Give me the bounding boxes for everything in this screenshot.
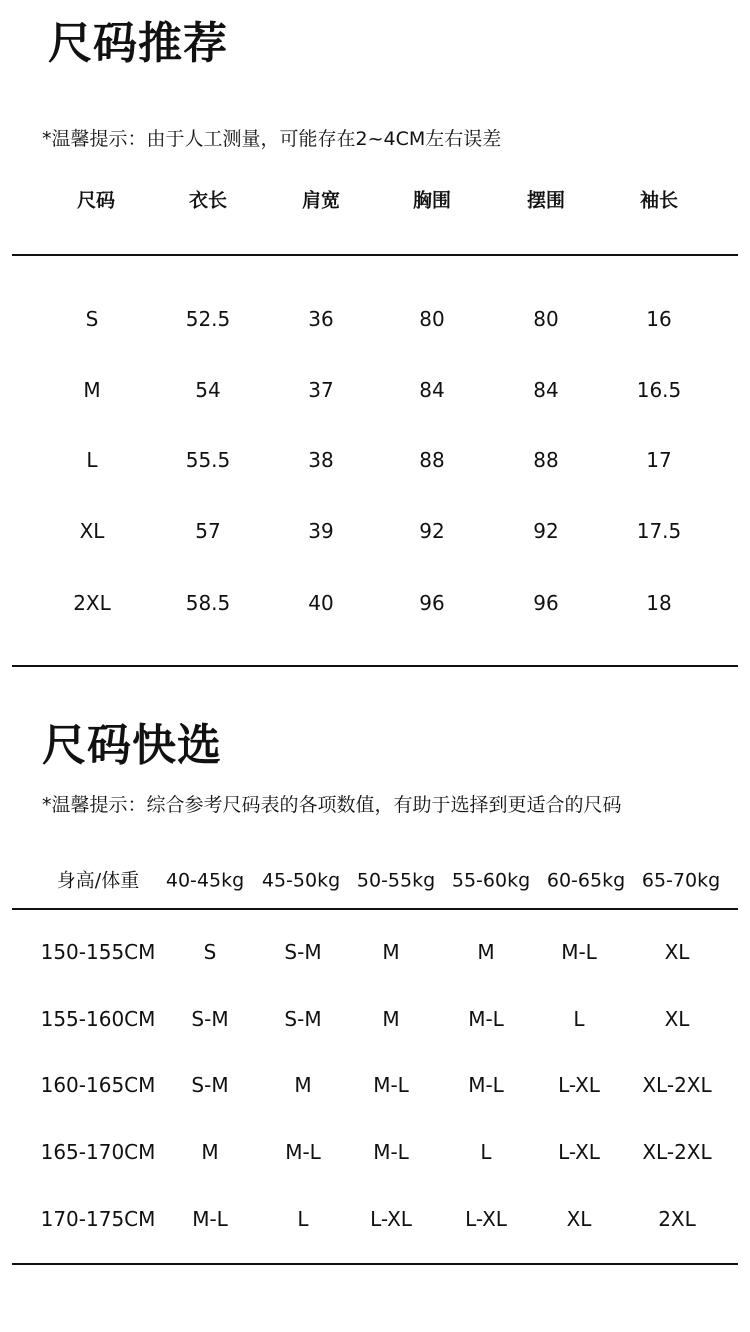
- table-cell: M: [382, 1007, 400, 1031]
- header-shoulder: 肩宽: [301, 189, 341, 212]
- table-cell: 17: [646, 448, 672, 472]
- table-divider: [12, 254, 738, 256]
- table-cell: 52.5: [185, 307, 231, 331]
- table-cell: 92: [419, 519, 445, 543]
- table-cell: 96: [419, 591, 445, 615]
- table-cell: S: [85, 307, 99, 331]
- table-cell: S-M: [284, 1007, 322, 1031]
- table-cell: S-M: [191, 1073, 229, 1097]
- table-cell: 37: [308, 378, 334, 402]
- quick-select-title: 尺码快选: [42, 720, 222, 771]
- table-cell: 155-160CM: [40, 1007, 156, 1031]
- table-cell: 160-165CM: [40, 1073, 156, 1097]
- table-cell: 84: [419, 378, 445, 402]
- table-cell: 80: [533, 307, 559, 331]
- table-cell: L: [573, 1007, 585, 1031]
- table-cell: 165-170CM: [40, 1140, 156, 1164]
- table-cell: M: [382, 940, 400, 964]
- table-cell: 2XL: [73, 591, 111, 615]
- table-bottom-rule: [12, 1263, 738, 1265]
- header-weight-range: 40-45kg: [165, 869, 245, 892]
- table-cell: M-L: [468, 1007, 504, 1031]
- table-cell: L-XL: [465, 1207, 507, 1231]
- size-recommendation-title: 尺码推荐: [48, 18, 228, 69]
- header-size: 尺码: [76, 189, 116, 212]
- table-cell: 88: [419, 448, 445, 472]
- table-cell: M: [294, 1073, 312, 1097]
- table-cell: 54: [195, 378, 221, 402]
- table-cell: M-L: [285, 1140, 321, 1164]
- table-cell: L: [480, 1140, 492, 1164]
- table-cell: 55.5: [185, 448, 231, 472]
- table-cell: 96: [533, 591, 559, 615]
- table-cell: XL: [664, 940, 690, 964]
- header-sleeve: 袖长: [639, 189, 679, 212]
- table-cell: 170-175CM: [40, 1207, 156, 1231]
- table-cell: XL-2XL: [642, 1140, 712, 1164]
- header-weight-range: 60-65kg: [546, 869, 626, 892]
- table-divider: [12, 908, 738, 910]
- header-weight-range: 65-70kg: [641, 869, 721, 892]
- quick-select-note: *温馨提示：综合参考尺码表的各项数值，有助于选择到更适合的尺码: [42, 794, 622, 816]
- table-cell: S: [203, 940, 217, 964]
- table-cell: 16.5: [636, 378, 682, 402]
- table-cell: 39: [308, 519, 334, 543]
- table-cell: L: [86, 448, 98, 472]
- size-recommendation-note: *温馨提示：由于人工测量，可能存在2~4CM左右误差: [42, 128, 502, 150]
- header-weight-range: 55-60kg: [451, 869, 531, 892]
- table-cell: 92: [533, 519, 559, 543]
- table-cell: 57: [195, 519, 221, 543]
- header-length: 衣长: [188, 189, 228, 212]
- header-weight-range: 45-50kg: [261, 869, 341, 892]
- table-cell: XL: [79, 519, 105, 543]
- table-cell: XL-2XL: [642, 1073, 712, 1097]
- table-cell: XL: [664, 1007, 690, 1031]
- table-cell: L: [297, 1207, 309, 1231]
- table-bottom-rule: [12, 665, 738, 667]
- table-cell: 58.5: [185, 591, 231, 615]
- table-cell: M-L: [373, 1140, 409, 1164]
- header-hem: 摆围: [526, 189, 566, 212]
- table-cell: L-XL: [558, 1140, 600, 1164]
- table-cell: M: [477, 940, 495, 964]
- table-cell: M-L: [373, 1073, 409, 1097]
- table-cell: S-M: [284, 940, 322, 964]
- table-cell: 16: [646, 307, 672, 331]
- table-cell: 36: [308, 307, 334, 331]
- table-cell: XL: [566, 1207, 592, 1231]
- table-cell: 88: [533, 448, 559, 472]
- table-cell: M-L: [561, 940, 597, 964]
- table-cell: 38: [308, 448, 334, 472]
- header-height-weight: 身高/体重: [56, 869, 140, 892]
- table-cell: 2XL: [658, 1207, 696, 1231]
- table-cell: M: [83, 378, 101, 402]
- table-cell: 40: [308, 591, 334, 615]
- table-cell: 18: [646, 591, 672, 615]
- table-cell: M-L: [192, 1207, 228, 1231]
- header-chest: 胸围: [412, 189, 452, 212]
- table-cell: M: [201, 1140, 219, 1164]
- table-cell: S-M: [191, 1007, 229, 1031]
- table-cell: 80: [419, 307, 445, 331]
- table-cell: 84: [533, 378, 559, 402]
- header-weight-range: 50-55kg: [356, 869, 436, 892]
- table-cell: L-XL: [558, 1073, 600, 1097]
- table-cell: L-XL: [370, 1207, 412, 1231]
- table-cell: 150-155CM: [40, 940, 156, 964]
- table-cell: 17.5: [636, 519, 682, 543]
- table-cell: M-L: [468, 1073, 504, 1097]
